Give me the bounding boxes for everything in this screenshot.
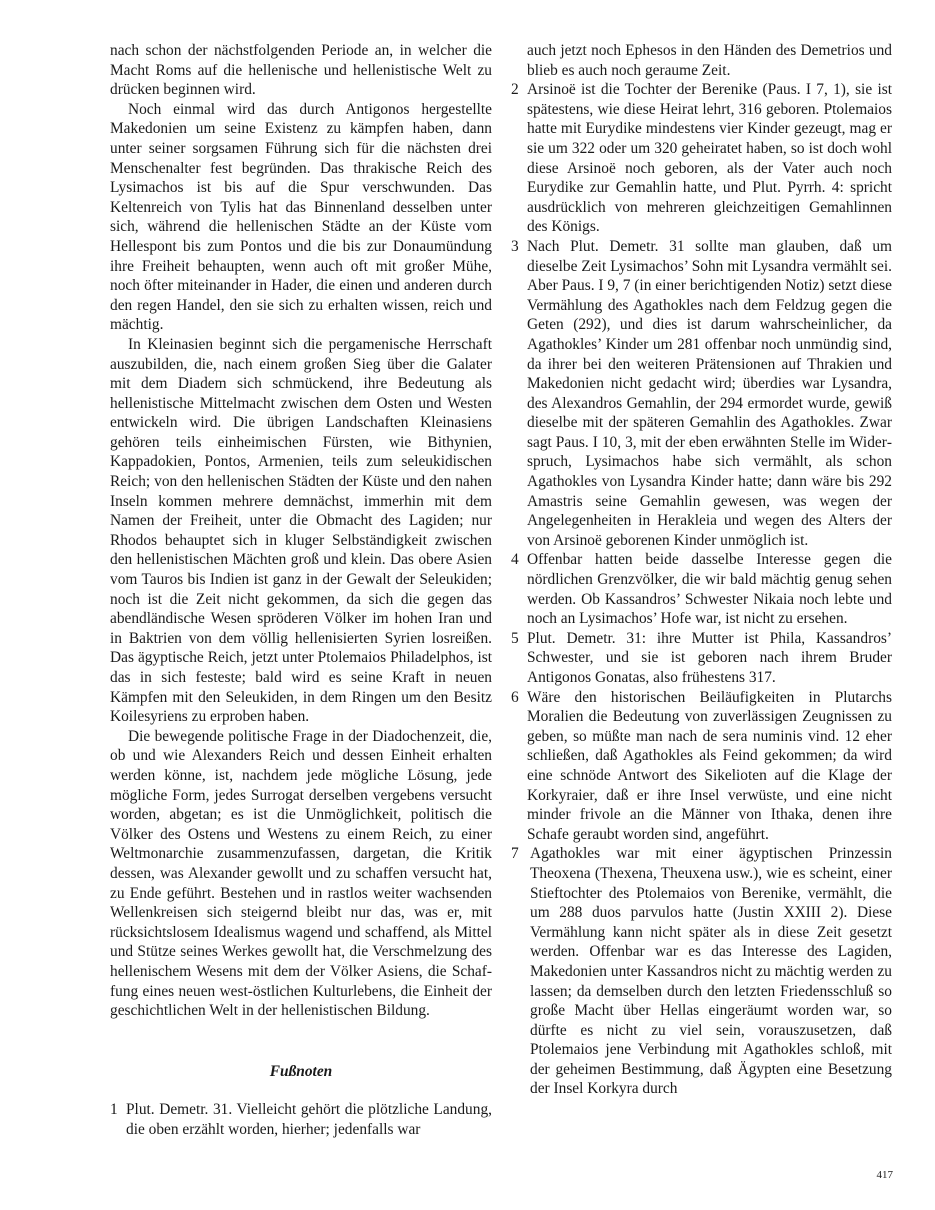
paragraph: In Kleinasien beginnt sich die pergamenische Herrschaft auszubilden, die, nach einem großen Sieg über die Galater mit dem Diadem sich schmückend, ihre Bedeutung als hellenistische Mittelmacht zwischen dem Osten und Westen entwickeln wird. Die übrigen Landschaften Kleinasiens gehören teils einheimischen Fürsten, wie Bithynien, Kappadokien, Pontos, Armenien, teils zum seleukidischen Reich; von den hellenischen Städten der Küste und den nahen Inseln kommen mehrere demnächst, immerhin mit dem Namen der Freiheit, unter die Obmacht des Lagiden; nur Rhodos behauptet sich in kluger Selbständigkeit zwischen den hellenistischen Mächten groß und klein. Das obere Asien vom Tauros bis Indien ist ganz in der Gewalt der Seleukiden; noch ist die Zeit nicht gekommen, da sich die gegen das abendländische Wesen spröderen Völker im hohen Iran und in Baktrien von dem völlig hellenisierten Syrien losreißen. Das ägyptische Reich, jetzt unter Ptolemaios Philadelphos, ist das in sich festeste; bald wird es seine Kraft in neuen Kämpfen mit den Seleukiden, in dem Ringen um den Besitz Koilesyriens zu erproben haben. xyxy=(110,335,492,726)
paragraph: nach schon der nächstfolgenden Periode an, in welcher die Macht Roms auf die hellenische und hellenistische Welt zu drücken beginnen wird. xyxy=(110,42,492,99)
footnote xyxy=(511,629,892,688)
footnote-text: Nach Plut. Demetr. 31 sollte man glauben, daß um dieselbe Zeit Lysimachos’ Sohn mit Lysandra vermählt sei. Aber Paus. I 9, 7 (in einer berichtigenden Notiz) setzt diese Vermählung des Agathokles nach dem Feldzug gegen die Geten (292), und dies ist darum wahrscheinlicher, da Agathokles’ Kinder um 281 offenbar noch unmündig sind, da ihrer bei den weiteren Prätensionen auf Thrakien und Makedonien nicht gedacht wird; überdies war Lysandra, des Alexandros Gemahlin, der 294 ermordet wurde, gewiß dieselbe mit der späteren Gemahlin des Agathokles. Zwar sagt Paus. I 10, 3, mit der eben erwähnten Stelle im Widerspruch, Lysimachos habe sich vermählt, als schon Agathokles von Lysandra Kinder hatte; dann wäre bis 292 Amastris seine Gemahlin gewesen, was wegen der Angelegenheiten in Herakleia und wegen des Alters der von Arsinoë geborenen Kinder unmöglich ist. xyxy=(527,237,892,549)
footnote-text: Arsinoë ist die Tochter der Berenike (Paus. I 7, 1), sie ist spätestens, wie diese Heirat lehrt, 316 geboren. Ptolemaios hatte mit Eurydike mindestens vier Kinder gezeugt, mag er sie um 322 oder um 320 geheiratet haben, so ist doch wohl diese Arsinoë noch geboren, als der Vater auch noch Eurydike zur Gemahlin hatte, und Plut. Pyrrh. 4: spricht ausdrücklich von mehreren gleichzeitigen Gemahlinnen des Königs. xyxy=(527,81,892,236)
footnote-text: Wäre den historischen Beiläufigkeiten in Plutarchs Moralien die Bedeutung von zuverlässigen Zeugnissen zu geben, so müßte man nach de sera numinis vind. 12 eher schließen, daß Agathokles als Feind gekommen; da wird eine schnöde Antwort des Sikelioten auf die Klage der Korkyraier, daß er ihre Insel verwüste, und eine nicht minder frivole an die Männer von Ithaka, denen ihre Schafe geraubt worden sind, angeführt. xyxy=(527,688,892,843)
left-column xyxy=(110,41,492,1139)
footnote xyxy=(511,550,892,628)
footnote-text: Plut. Demetr. 31. Vielleicht gehört die plötzliche Landung, die oben erzählt worden, hierher; jedenfalls war xyxy=(126,1101,492,1138)
footnote-number: 3 xyxy=(511,237,519,255)
footnote-number: 5 xyxy=(511,629,519,647)
right-column xyxy=(511,41,892,1099)
footnote-text: auch jetzt noch Ephesos in den Händen des Demetrios und blieb es auch noch geraume Zeit. xyxy=(527,42,892,79)
footnote xyxy=(511,80,892,237)
footnote-number-spacer xyxy=(511,41,527,80)
footnote-text: Agathokles war mit einer ägyptischen Prinzessin Theoxena (Thexena, Theuxena usw.), wie es scheint, einer Stieftochter des Ptolemaios von Berenike, vermählt, die um 288 duos parvulos hatte (Justin XXIII 2). Diese Vermählung kann nicht später als in diese Zeit gesetzt werden. Offenbar war es das Interesse des Lagiden, Makedonien unter Kassandros nicht zu mächtig werden zu lassen; da demselben durch den letzten Friedensschluß so große Macht über Hellas eingeräumt worden war, so dürfte es nicht zu viel sein, vorauszusetzen, daß Ptolemaios jene Verbindung mit Agathokles schloß, mit der geheimen Bestimmung, daß Ägypten eine Besetzung der Insel Korkyra durch xyxy=(530,845,892,1098)
footnote-number: 7 xyxy=(511,845,519,863)
footnote-text: Offenbar hatten beide dasselbe Interesse gegen die nördlichen Grenzvölker, die wir bald mächtig genug sehen werden. Ob Kassandros’ Schwester Nikaia noch lebte und noch an Lysimachos’ Hofe war, ist nicht zu ersehen. xyxy=(527,551,892,628)
footnote-number: 1 xyxy=(110,1101,118,1119)
footnote xyxy=(110,1100,492,1139)
footnote-number: 6 xyxy=(511,688,519,706)
footnote-text: Plut. Demetr. 31: ihre Mutter ist Phila, Kassandros’ Schwester, und sie ist geboren nach ihrem Bruder Antigonos Gonatas, also frühestens 317. xyxy=(527,629,892,686)
paragraph: Noch einmal wird das durch Antigonos hergestellte Makedonien um seine Existenz zu kämpfen haben, dann unter seiner sorgsamen Führung sich für die nächsten drei Menschenalter fest begründen. Das thrakische Reich des Lysimachos ist bis auf die Spur verschwunden. Das Keltenreich von Tylis hat das Binnenland desselben unter sich, während die hellenischen Städte an der Küste vom Hellespont bis zum Pontos und die bis zur Donaumündung ihre Freiheit behaupten, wenn auch oft mit großer Mühe, noch öfter miteinander in Hader, die einen und anderen durch den regen Handel, den sie sich zu erhalten wissen, reich und mächtig. xyxy=(110,100,492,334)
footnote xyxy=(511,237,892,551)
page-number: 417 xyxy=(876,1169,893,1181)
footnote-continuation xyxy=(511,41,892,80)
footnote xyxy=(511,844,892,1099)
footnote-number: 4 xyxy=(511,551,519,569)
footnote xyxy=(511,688,892,845)
footnotes-heading: Fußnoten xyxy=(269,1062,333,1080)
paragraph: Die bewegende politische Frage in der Diadochenzeit, die, ob und wie Alexanders Reich und dessen Einheit erhalten werden könne, ist, nachdem jede mögliche Lösung, jede mögliche Form, jedes Surrogat derselben vergebens versucht worden, abgetan; es ist die Unmöglichkeit, politisch die Völker des Ostens und Westens zu einem Reich, zu einer Weltmonarchie zusammenzufassen, dargetan, die Kritik dessen, was Alexander gewollt und zu schaffen versucht hat, zu Ende geführt. Bestehen und in rastlos weiter wachsenden Wellenkreisen sich steigernd bleibt nur das, was er, mit rücksichtslosem Idealismus wagend und schaffend, als Mittel und Stütze seines Werkes gewollt hat, die Verschmelzung des hellenischem Wesens mit dem der Völker Asiens, die Schaffung eines neuen west-östlichen Kulturlebens, die Einheit der geschichtlichen Welt in der hellenistischen Bildung. xyxy=(110,727,492,1020)
main-text xyxy=(110,41,492,1021)
footnote-number: 2 xyxy=(511,81,519,99)
